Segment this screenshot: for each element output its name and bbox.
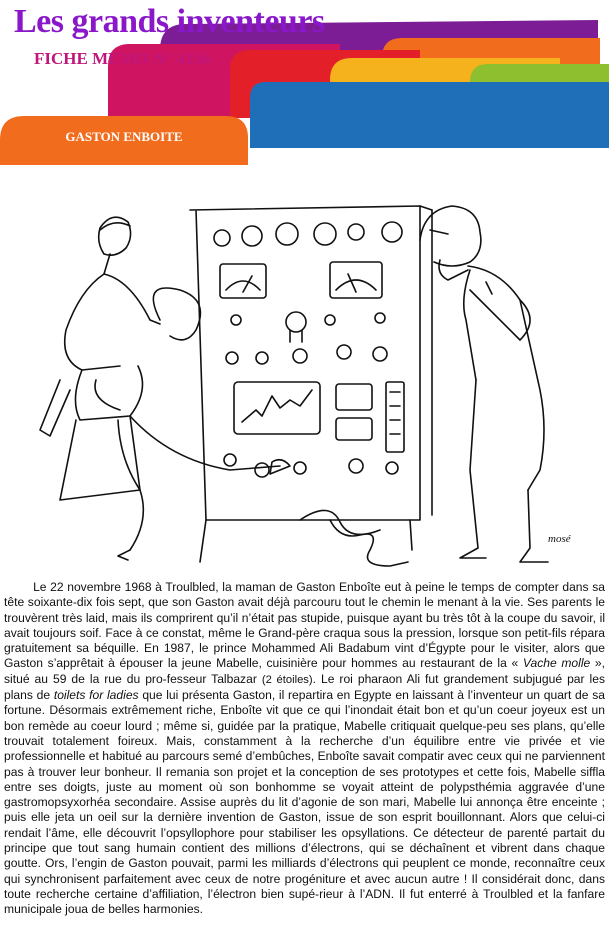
woman-figure xyxy=(40,217,290,560)
gauge-icon xyxy=(242,226,262,246)
article-emphasis: Vache molle xyxy=(522,656,591,671)
chair-icon xyxy=(60,416,140,500)
gauge-icon xyxy=(348,224,364,240)
artist-signature: mosé xyxy=(548,533,571,545)
cartoon-illustration xyxy=(0,170,609,578)
control-panel xyxy=(190,206,420,520)
stripe-blue xyxy=(250,82,609,148)
gauge-icon xyxy=(314,223,336,245)
oscilloscope-screen xyxy=(234,382,320,434)
article-text: que lui présenta Gaston, il repartira en Egypte en laissant à l’inventeur un quart de sa fortune. Désormais extrêmement riche, Enboîte vit que ce qui l’inondait était bon et qu’un coeur joyeux est un bon remède au coeur lourd ; même si, guidée par la pratique, Mabelle critiquait quelque-peu ses plans, qu’elle trouvait totalement foireux. Mais, constamment à la recherche d’un équilibre entre vie privée et vie professionnelle et habitué au parcours semé d’embûches, Enboîte savait compatir avec ceux qui ne parviennent pas à trouver leur bonheur. Il remania son projet et la conception de ses prototypes et cette fois, Mabelle siffla entre ses doigts, juste au moment où son bonhomme se voyait atteint de polypsthémia aggravée d’une gastromopsyxorhéa secondaire. Assise auprès du lit d’agonie de son mari, Mabelle lui annonça être enceinte ; puis elle jeta un oeil sur la dernière invention de Gaston, issue de son esprit bouillonnant. Alors que celui-ci rendait l’âme, elle découvrit l’opsyllophore pour stabiliser les opsyllations. Ce détecteur de parenté partait du principe que tout sang humain contient des millions d’électrons, qui se déchaînent et vibrent dans chaque goutte. Ors, l’engin de Gaston pouvait, parmi les milliards d’électrons qui peuplent ce monde, reconnaître ceux qui synchronisent parfaitement avec ceux de notre progéniture et avec aucun autre ! Il considérait donc, dans toute recherche certaine d’affiliation, l’électron bien supé-rieur à l’ADN. Il fut enterré à Troulbled et la fanfare municipale joua de belles harmonies. xyxy=(4,688,605,917)
article-rating: (2 étoiles) xyxy=(261,673,313,686)
article-text: . Le roi pharaon Ali fut grandement subjugué par les plans de xyxy=(4,671,605,703)
article-emphasis: toilets for ladies xyxy=(53,688,139,703)
gauge-icon xyxy=(276,223,298,245)
article-text: », situé au 59 de la rue du pro-fesseur Talbazar xyxy=(4,656,606,686)
article-body xyxy=(4,580,605,918)
gauge-icon xyxy=(382,222,402,242)
header-banner xyxy=(0,0,609,165)
cable-loop xyxy=(153,288,200,340)
man-figure xyxy=(420,206,548,562)
page-title: Les grands inventeurs xyxy=(14,3,325,40)
vacuum-tube-icon xyxy=(286,312,306,332)
article-text: Le 22 novembre 1968 à Troulbled, la maman de Gaston Enboîte eut à peine le temps de compter dans sa tête soixante-dix fois sept, que son Gaston avait déjà parcouru tout le chemin le menant à la vie. Ses parents le trouvèrent très laid, mais ils comprirent qu’il n’était pas stupide, puisque ayant bu très tôt à la coupe du savoir, il avait toujours soif. Face à ce constat, même le Grand-père craqua sous la pression, lorsque son petit-fils répara gratuitement sa béquille. En 1987, le prince Mohammed Ali Badabum vint d’Égypte pour le visiter, alors que Gaston s’apprêtait à épouser la jeune Mabelle, cuisinière pour hommes au restaurant de la « xyxy=(4,580,605,671)
memo-number: FICHE MEMO N° 4156 xyxy=(34,49,211,68)
gauge-icon xyxy=(214,230,230,246)
inventor-name: GASTON ENBOITE xyxy=(65,129,183,144)
